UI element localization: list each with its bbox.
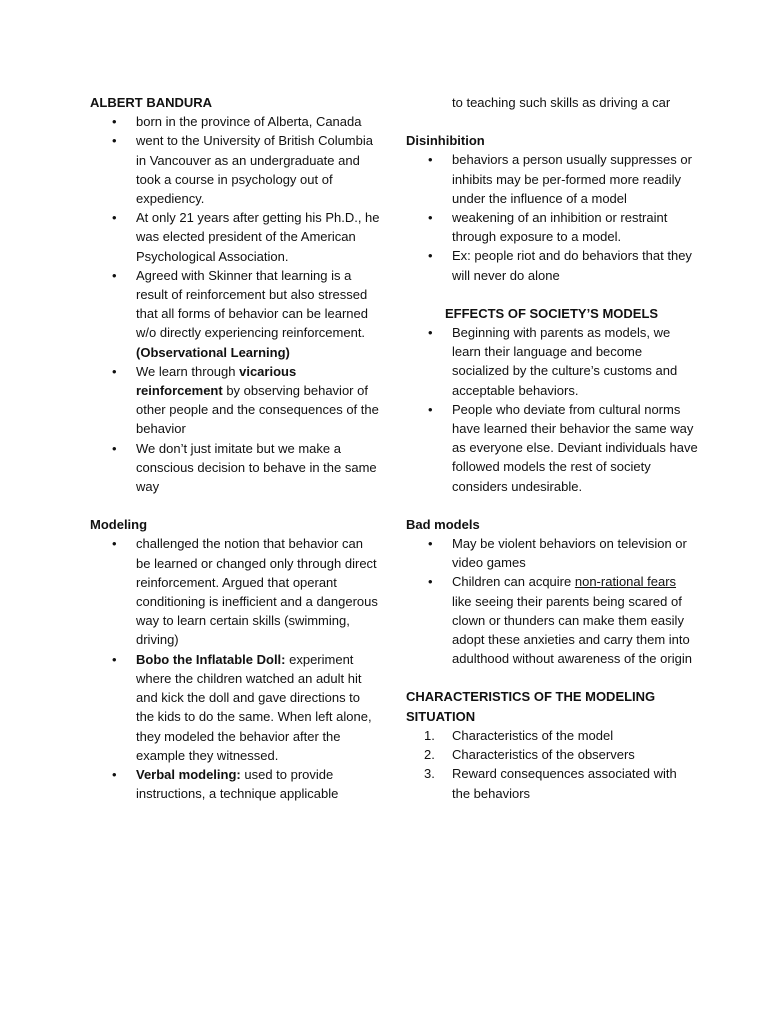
continued-text: to teaching such skills as driving a car [452,95,671,110]
item-text: used to provide instructions, a technique applicable [136,766,339,802]
left-column [90,93,380,803]
list-item: • behaviors a person usually suppresses or inhibits may be per-formed more readily under the influence of a model [406,150,698,208]
section-heading-albert-bandura: ALBERT BANDURA [90,95,213,110]
section-heading-characteristics: CHARACTERISTICS OF THE MODELING SITUATION [406,689,656,724]
item-underlined-text: non-rational fears [574,574,677,590]
section-heading-disinhibition: Disinhibition [406,133,485,149]
right-column [406,93,698,803]
section-heading-bad-models: Bad models [406,516,480,532]
item-number: 1. [424,727,435,743]
item-text: We learn through [136,363,240,379]
section-heading-modeling: Modeling [90,517,148,533]
bandura-list [90,112,380,496]
numbered-item [406,745,698,764]
item-bold-text: Bobo the Inflatable Doll: [136,651,286,667]
list-item: • At only 21 years after getting his Ph.D., he was elected president of the American Psychological Association. [90,208,380,266]
item-text: Reward consequences associated with the behaviors [452,766,677,801]
item-text: like seeing their parents being scared of clown or thunders can make them easily adopt these anxieties and carry them into adulthood without awareness of the origin [452,593,692,667]
list-item: • Beginning with parents as models, we learn their language and become socialized by the culture’s customs and acceptable behaviors. [406,323,698,400]
list-item: • weakening of an inhibition or restraint through exposure to a model. [406,208,698,246]
list-item [90,266,380,362]
list-item [90,765,380,803]
list-item: • We don’t just imitate but we make a conscious decision to behave in the same way [90,439,380,497]
list-item: • May be violent behaviors on television or video games [406,534,698,572]
item-bold-text: vicarious reinforcement [136,363,297,399]
list-item: • challenged the notion that behavior can be learned or changed only through direct reinforcement. Argued that operant conditioning is inefficient and a dangerous way to learn certain skills (swimming, driving) [90,534,380,649]
numbered-item [406,726,698,745]
item-text: Agreed with Skinner that learning is a result of reinforcement but also stressed that all forms of behavior can be learned w/o directly experiencing reinforcement. [136,267,368,341]
item-bold-text: Verbal modeling: [136,766,241,782]
characteristics-list [406,726,698,803]
item-text: Characteristics of the model [452,727,614,743]
item-text: Children can acquire [452,574,575,590]
list-item [90,362,380,439]
list-item [406,572,698,668]
section-heading-effects-of-societys-models: EFFECTS OF SOCIETY’S MODELS [445,305,659,321]
list-item [90,650,380,765]
modeling-list [90,534,380,803]
item-text: Characteristics of the observers [452,747,635,763]
bad-models-list [406,534,698,668]
item-text: experiment where the children watched an adult hit and kick the doll and gave directions to the kids to do the same. When left alone, they modeled the behavior after the example they witnessed. [136,651,372,763]
item-number: 3. [424,766,435,782]
list-item: • People who deviate from cultural norms have learned their behavior the same way as everyone else. Deviant individuals have followed models the rest of society considers undesirable. [406,400,698,496]
list-item: • Ex: people riot and do behaviors that they will never do alone [406,246,698,284]
item-text: by observing behavior of other people and the consequences of the behavior [136,383,379,437]
list-item: • born in the province of Alberta, Canada [90,112,380,131]
numbered-item [406,764,698,802]
item-number: 2. [424,747,435,763]
list-item: • went to the University of British Columbia in Vancouver as an undergraduate and took a course in psychology out of expediency. [90,131,380,208]
disinhibition-list [406,150,698,284]
item-bold-text: (Observational Learning) [136,344,290,360]
effects-list [406,323,698,496]
